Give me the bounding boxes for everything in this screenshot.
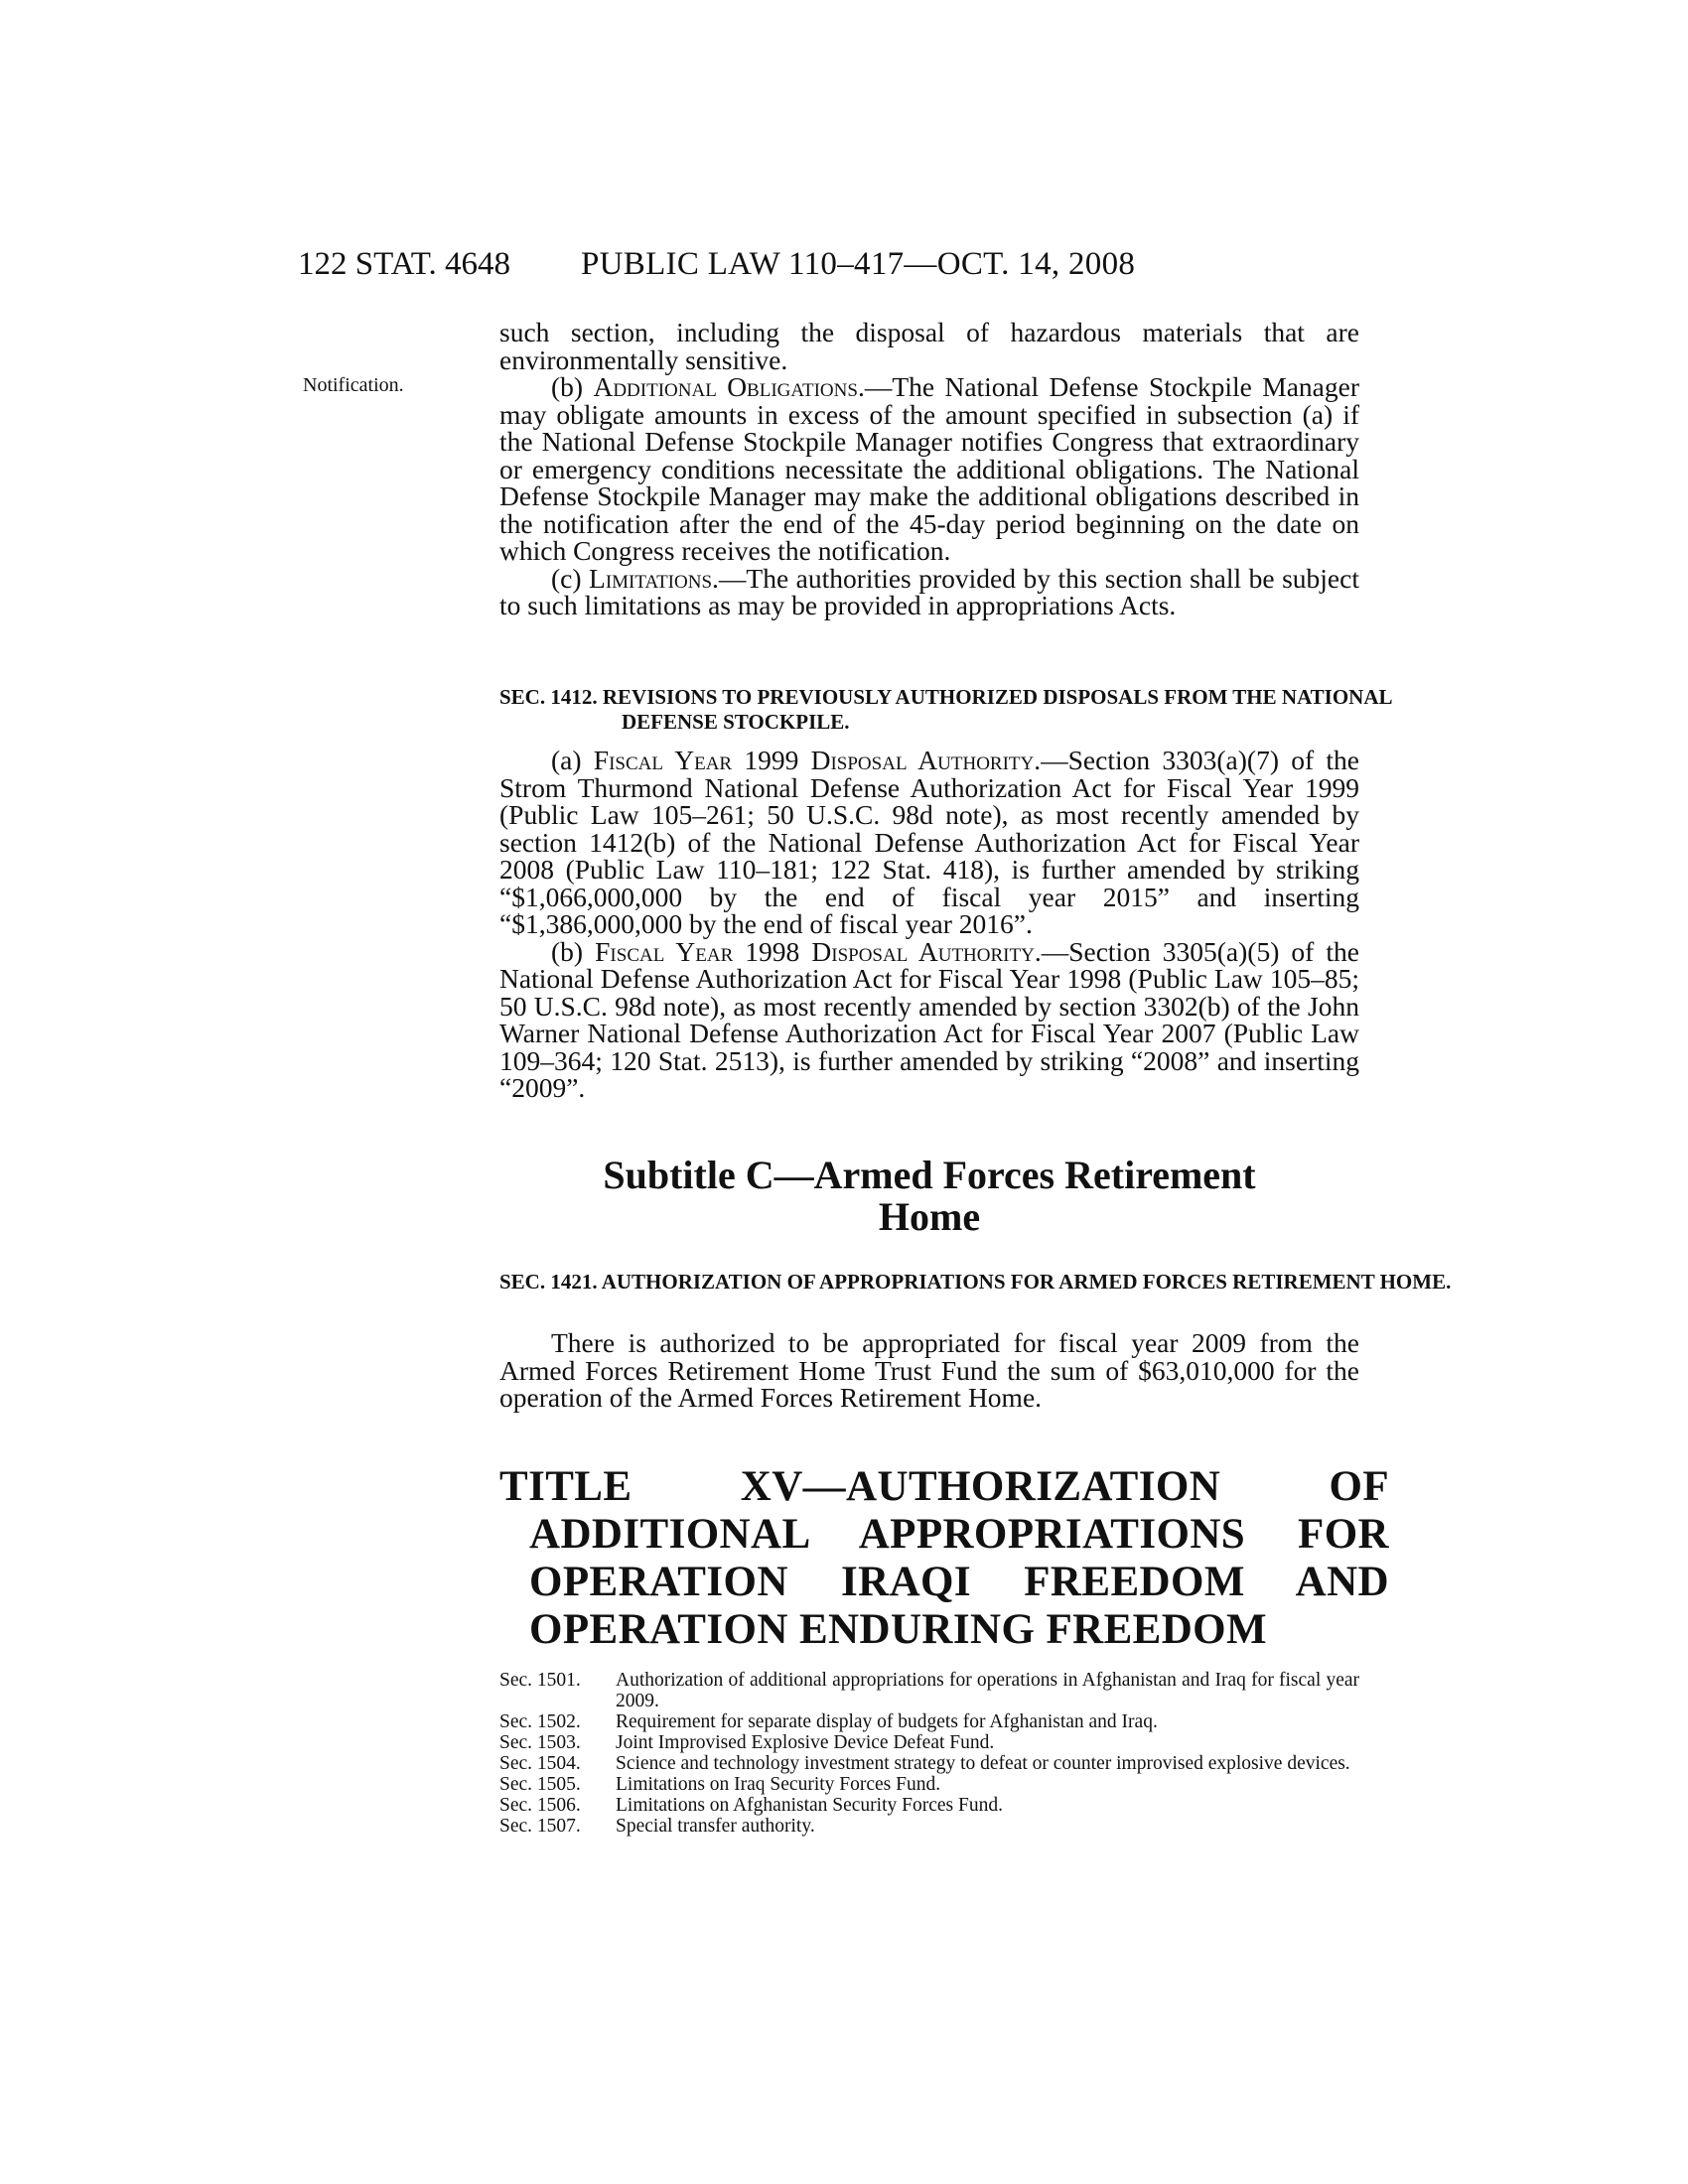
- section-1421-body: [499, 1329, 1359, 1412]
- toc-entry: [499, 1711, 1359, 1732]
- toc-entry: [499, 1774, 1359, 1795]
- subsection-c-limitations: (c) Limitations.—The authorities provided by this section shall be subject to such limitations as may be provided in appropriations Acts.: [499, 562, 1359, 620]
- toc-section-number: Sec. 1504.: [499, 1753, 581, 1774]
- toc-section-number: Sec. 1503.: [499, 1732, 581, 1753]
- toc-entry: [499, 1753, 1359, 1774]
- margin-note-notification: Notification.: [303, 374, 404, 396]
- toc-section-number: Sec. 1501.: [499, 1670, 581, 1691]
- title-xv-table-of-contents: [499, 1670, 1359, 1837]
- stat-reference: 122 STAT. 4648: [298, 246, 511, 282]
- section-1421-paragraph: There is authorized to be appropriated for fiscal year 2009 from the Armed Forces Retirement Home Trust Fund the sum of $63,010,000 for the operation of the Armed Forces Retirement Home.: [499, 1327, 1359, 1413]
- toc-entry: [499, 1670, 1359, 1711]
- toc-entry: [499, 1795, 1359, 1816]
- subsection-a-fy1999: (a) Fiscal Year 1999 Disposal Authority.—Section 3303(a)(7) of the Strom Thurmond National Defense Authorization Act for Fiscal Year 1999 (Public Law 105–261; 50 U.S.C. 98d note), as most recently amended by section 1412(b) of the National Defense Authorization Act for Fiscal Year 2008 (Public Law 110–181; 122 Stat. 418), is further amended by striking “$1,066,000,000 by the end of fiscal year 2015” and inserting “$1,386,000,000 by the end of fiscal year 2016”.: [499, 745, 1360, 939]
- toc-section-number: Sec. 1502.: [499, 1711, 581, 1732]
- toc-section-title: Joint Improvised Explosive Device Defeat Fund.: [616, 1732, 995, 1753]
- toc-section-title: Authorization of additional appropriations for operations in Afghanistan and Iraq for fiscal year 2009.: [616, 1670, 1359, 1711]
- subtitle-c-heading: Subtitle C—Armed Forces Retirement Home: [603, 1153, 1256, 1239]
- public-law-reference: PUBLIC LAW 110–417—OCT. 14, 2008: [581, 246, 1136, 282]
- section-1411-continuation: [499, 319, 1359, 619]
- toc-section-title: Requirement for separate display of budgets for Afghanistan and Iraq.: [616, 1711, 1158, 1732]
- subsection-b-additional-obligations: (b) Additional Obligations.—The National Defense Stockpile Manager may obligate amounts in excess of the amount specified in subsection (a) if the National Defense Stockpile Manager notifies Congress that extraordinary or emergency conditions necessitate the additional obligations. The National Defense Stockpile Manager may make the additional obligations described in the notification after the end of the 45-day period beginning on the date on which Congress receives the notification.: [499, 371, 1360, 566]
- subsection-b-fy1998: (b) Fiscal Year 1998 Disposal Authority.—Section 3305(a)(5) of the National Defense Authorization Act for Fiscal Year 1998 (Public Law 105–85; 50 U.S.C. 98d note), as most recently amended by section 3302(b) of the John Warner National Defense Authorization Act for Fiscal Year 2007 (Public Law 109–364; 120 Stat. 2513), is further amended by striking “2008” and inserting “2009”.: [499, 935, 1359, 1103]
- subsection-caption: Fiscal Year 1998 Disposal Authority: [595, 935, 1035, 967]
- section-1412-body: [499, 747, 1359, 1102]
- section-1421-heading: SEC. 1421. AUTHORIZATION OF APPROPRIATIONS FOR ARMED FORCES RETIREMENT HOME.: [499, 1270, 1452, 1294]
- toc-section-number: Sec. 1507.: [499, 1816, 581, 1837]
- toc-section-number: Sec. 1505.: [499, 1774, 581, 1795]
- toc-section-title: Special transfer authority.: [616, 1816, 815, 1837]
- toc-section-title: Limitations on Iraq Security Forces Fund.: [616, 1774, 941, 1795]
- toc-section-title: Science and technology investment strategy to defeat or counter improvised explosive devices.: [616, 1753, 1350, 1774]
- title-xv-heading: TITLE XV—AUTHORIZATION OF ADDITIONAL APPROPRIATIONS FOR OPERATION IRAQI FREEDOM AND OPERATION ENDURING FREEDOM: [499, 1463, 1389, 1653]
- continued-paragraph: such section, including the disposal of hazardous materials that are environmentally sensitive.: [499, 317, 1359, 375]
- section-1412-heading: SEC. 1412. REVISIONS TO PREVIOUSLY AUTHORIZED DISPOSALS FROM THE NATIONAL DEFENSE STOCKPILE.: [499, 685, 1392, 734]
- toc-section-title: Limitations on Afghanistan Security Forces Fund.: [616, 1795, 1003, 1816]
- page-header: [0, 246, 1688, 286]
- toc-entry: [499, 1816, 1359, 1837]
- subsection-caption: Additional Obligations: [593, 371, 858, 402]
- subsection-caption: Limitations: [589, 562, 713, 594]
- toc-section-number: Sec. 1506.: [499, 1795, 581, 1816]
- subsection-caption: Fiscal Year 1999 Disposal Authority: [593, 745, 1035, 775]
- toc-entry: [499, 1732, 1359, 1753]
